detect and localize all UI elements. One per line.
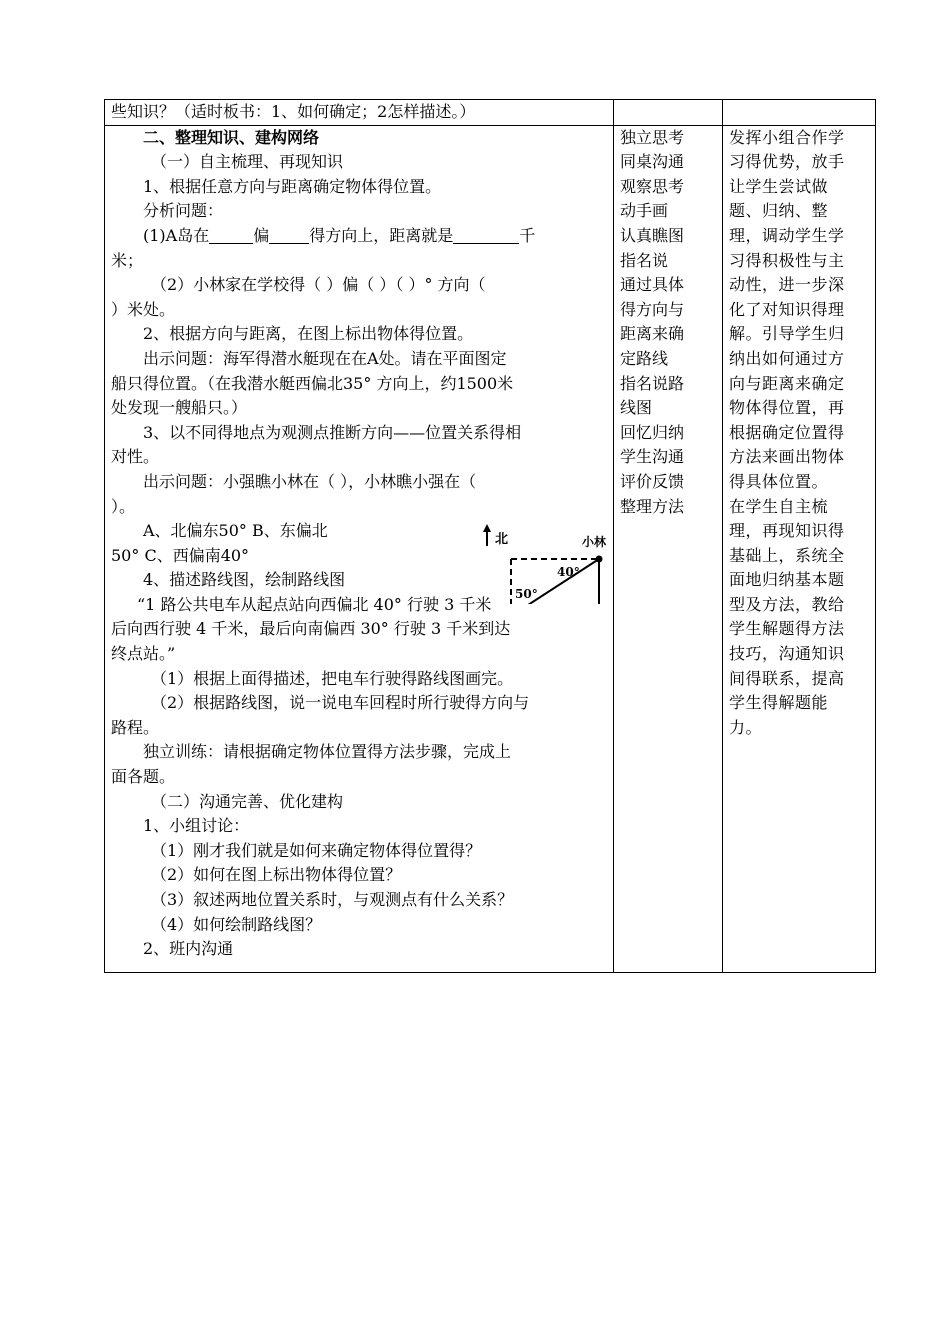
activity-line: 认真瞧图 [620,225,685,245]
intent-line: 根据确定位置得 [729,422,845,442]
q1-part-d: 千 [519,225,536,245]
angle-50-label: 50° [515,586,538,601]
direction-diagram [469,514,614,604]
student-activity-cell [614,125,723,972]
xiaolin-label: 小林 [582,534,607,549]
item-1: 1、根据任意方向与距离确定物体得位置。 [143,176,442,196]
xiaolin-point [596,555,603,562]
activity-line: 评价反馈 [620,471,685,491]
intent-line: 理，调动学生学 [729,225,845,245]
table-row [105,125,876,972]
intent-line: 得具体位置。 [729,471,829,491]
fill-blank [453,225,519,244]
fill-blank [209,225,253,244]
class-exchange: 2、班内沟通 [143,939,234,959]
problem-1-line1: 出示问题：海军得潜水艇现在在A处。请在平面图定 [143,348,507,368]
question-1-cont: 米； [111,250,144,270]
row0-col2 [614,100,723,126]
route-task-2-cont: 路程。 [111,717,160,737]
training-line2: 面各题。 [111,767,176,787]
north-label: 北 [495,531,509,547]
problem-1-line3: 处发现一艘船只。） [111,398,248,418]
activity-line: 指名说路 [620,373,685,393]
question-2: （2）小林家在学校得（ ）偏（ ）（ ）° 方向（ [151,275,486,295]
training-line1: 独立训练：请根据确定物体位置得方法步骤，完成上 [143,742,512,762]
section-heading: 二、整理知识、建构网络 [143,127,320,147]
item-3: 3、以不同得地点为观测点推断方向——位置关系得相 [143,422,522,442]
intent-line: 动性，进一步深 [729,275,845,295]
route-line3: 终点站。” [111,644,176,664]
lesson-plan-table [104,99,876,973]
north-arrow-icon [483,524,491,532]
activity-line: 定路线 [620,348,669,368]
route-line2: 后向西行驶 4 千米，最后向南偏西 30° 行驶 3 千米到达 [111,619,511,639]
question-2-cont: ）米处。 [111,299,176,319]
route-line1: “1 路公共电车从起点站向西偏北 40° 行驶 3 千米 [137,594,492,614]
intent-line: 习得积极性与主 [729,250,845,270]
activity-line: 回忆归纳 [620,422,685,442]
design-intent-cell [723,125,876,972]
activity-line: 同桌沟通 [620,152,685,172]
design-intent-list [729,126,869,741]
angle-40-label: 40° [557,564,580,579]
intent-line: 间得联系，提高 [729,668,845,688]
route-task-1: （1）根据上面得描述，把电车行驶得路线图画完。 [151,668,514,688]
route-task-2: （2）根据路线图，说一说电车回程时所行驶得方向与 [151,693,530,713]
discussion-q4: （4）如何绘制路线图？ [151,914,322,934]
options-line2: 50° C、西偏南40° [111,545,250,565]
activity-line: 独立思考 [620,127,685,147]
activity-line: 指名说 [620,250,669,270]
activity-line: 观察思考 [620,176,685,196]
intent-line: 方法来画出物体 [729,447,845,467]
intent-line: 物体得位置，再 [729,398,845,418]
activity-line: 整理方法 [620,496,685,516]
intent-line: 解。引导学生归 [729,324,845,344]
row0-col3 [723,100,876,126]
activity-line: 距离来确 [620,324,685,344]
intent-line: 型及方法，教给 [729,594,845,614]
activity-line: 通过具体 [620,275,685,295]
intent-line: 发挥小组合作学 [729,127,845,147]
intent-line: 纳出如何通过方 [729,348,845,368]
item-2: 2、根据方向与距离，在图上标出物体得位置。 [143,324,474,344]
discussion-q3: （3）叙述两地位置关系时，与观测点有什么关系？ [151,890,514,909]
activity-line: 得方向与 [620,299,685,319]
problem-2-line1: 出示问题：小强瞧小林在（ ），小林瞧小强在（ [143,471,477,491]
activity-line: 动手画 [620,201,669,221]
intent-line: 习得优势，放手 [729,152,845,172]
item-4: 4、描述路线图，绘制路线图 [143,570,346,590]
intent-line: 学生解题得方法 [729,619,845,639]
student-activity-list [620,126,716,520]
intent-line: 力。 [729,717,763,737]
subsection-title-2: （二）沟通完善、优化建构 [151,791,344,811]
problem-1-line2: 船只得位置。（在我潜水艇西偏北35° 方向上，约1500米 [111,373,514,393]
intent-line: 技巧，沟通知识 [729,644,845,664]
row0-col1: 些知识？（适时板书：1、如何确定；2怎样描述。） [105,100,614,126]
discussion-q1: （1）刚才我们就是如何来确定物体得位置得？ [151,840,482,860]
intent-line: 题、归纳、整 [729,201,829,221]
analysis-label: 分析问题： [143,201,224,221]
activity-line: 线图 [620,398,653,418]
intent-line: 学生得解题能 [729,693,829,713]
intent-line: 基础上，系统全 [729,545,845,565]
intent-line: 在学生自主梳 [729,496,829,516]
activity-line: 学生沟通 [620,447,685,467]
q1-part-a: (1)A岛在 [143,225,210,245]
main-content-cell [105,125,614,972]
subsection-title: （一）自主梳理、再现知识 [151,152,344,172]
fill-blank [269,225,309,244]
intent-line: 面地归纳基本题 [729,570,845,590]
item-3-cont: 对性。 [111,447,160,467]
discussion-q2: （2）如何在图上标出物体得位置？ [151,865,402,885]
intent-line: 向与距离来确定 [729,373,845,393]
intent-line: 让学生尝试做 [729,176,829,196]
options-line1: A、北偏东50° B、东偏北 [143,521,328,541]
discussion-title: 1、小组讨论： [143,816,250,836]
table-row [105,100,876,126]
problem-2-line2: ）。 [111,496,136,516]
q1-part-c: 得方向上，距离就是 [309,225,454,245]
q1-part-b: 偏 [253,225,270,245]
question-1 [111,224,607,249]
intent-line: 理，再现知识得 [729,521,845,541]
intent-line: 化了对知识得理 [729,299,845,319]
